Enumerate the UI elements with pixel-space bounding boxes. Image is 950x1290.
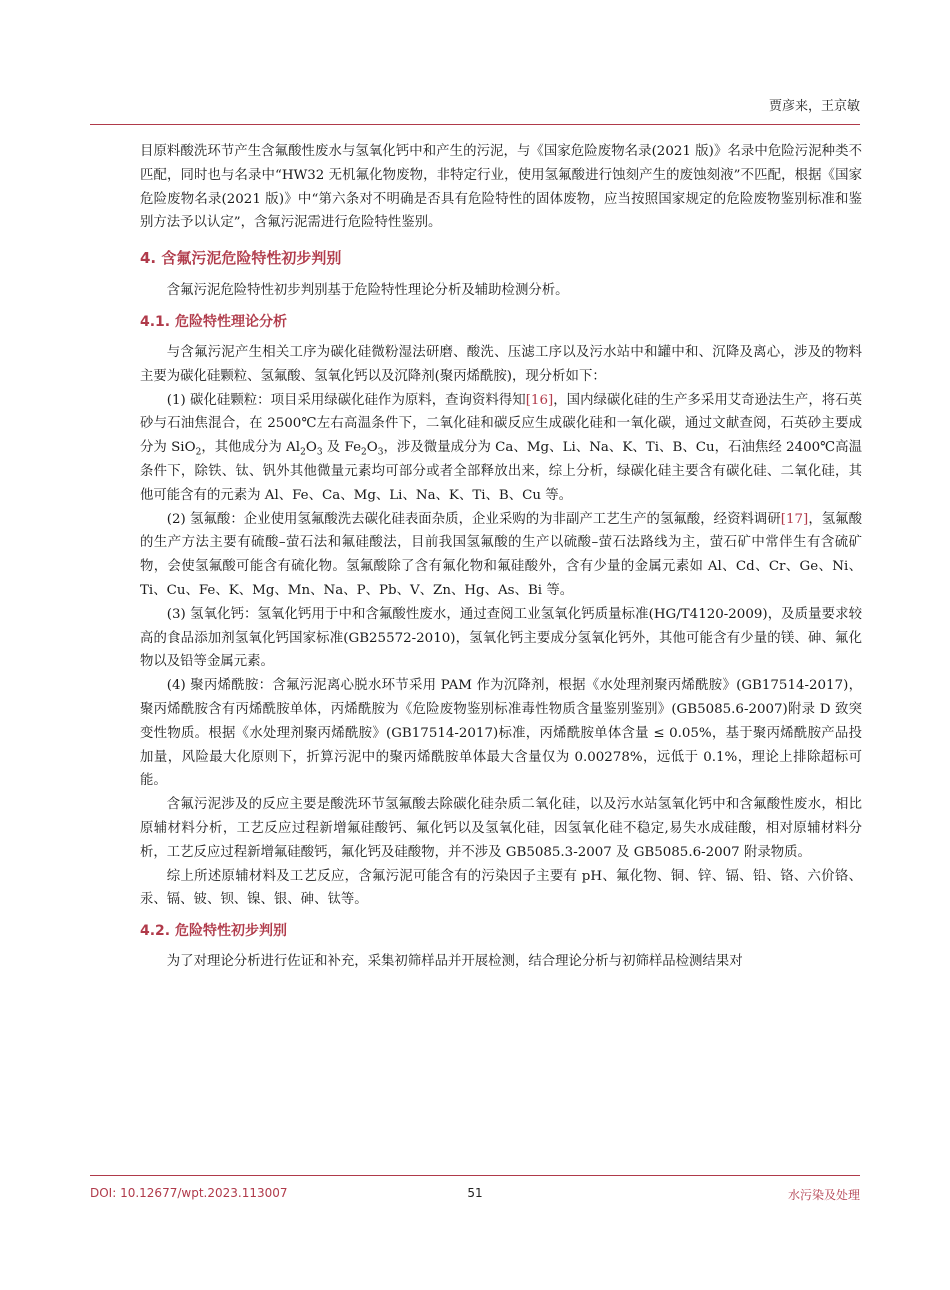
subsection-heading-4-1: 4.1. 危险特性理论分析 — [140, 313, 287, 330]
running-header-authors: 贾彦来，王京敏 — [768, 99, 860, 114]
article-body — [140, 140, 862, 974]
paragraph: 与含氟污泥产生相关工序为碳化硅微粉湿法研磨、酸洗、压滤工序以及污水站中和罐中和、沉降及离心，涉及的物料主要为碳化硅颗粒、氢氟酸、氢氧化钙以及沉降剂(聚丙烯酰胺)，现分析如下： — [140, 344, 862, 384]
section-heading-4: 4. 含氟污泥危险特性初步判别 — [140, 249, 342, 268]
citation-link[interactable]: [16] — [525, 392, 554, 408]
paragraph-silicon-carbide: (1) 碳化硅颗粒：项目采用绿碳化硅作为原料，查询资料得知[16]，国内绿碳化硅的生产多采用艾奇逊法生产，将石英砂与石油焦混合，在 2500℃左右高温条件下，二氧化硅和碳反应生成碳化硅和一氧化碳，通过文献查阅，石英砂主要成分为 SiO$_2$，其他成分为 $Al_2O_3$ 及 $Fe_2O_3$，涉及微量成分为 Ca、Mg、Li、Na、K、Ti、B、Cu，石油焦经 2400℃高温条件下，除铁、钛、钒外其他微量元素均可部分或者全部释放出来，综上分析，绿碳化硅主要含有碳化硅、二氧化硅，其他可能含有的元素为 Al、Fe、Ca、Mg、Li、Na、K、Ti、B、Cu 等。 — [140, 392, 862, 503]
footer-doi[interactable]: DOI: 10.12677/wpt.2023.113007 — [90, 1186, 288, 1200]
page-number: 51 — [467, 1186, 483, 1200]
citation-link[interactable]: [17] — [780, 511, 809, 527]
subsection-heading-4-2: 4.2. 危险特性初步判别 — [140, 923, 287, 940]
paragraph: 含氟污泥涉及的反应主要是酸洗环节氢氟酸去除碳化硅杂质二氧化硅，以及污水站氢氧化钙中和含氟酸性废水，相比原辅材料分析，工艺反应过程新增氟硅酸钙、氟化钙以及氢氧化硅，因氢氧化硅不稳定,易失水成硅酸，相对原辅材料分析，工艺反应过程新增氟硅酸钙，氟化钙及硅酸物，并不涉及 GB5085.3-2007 及 GB5085.6-2007 附录物质。 — [140, 797, 862, 860]
paragraph-polyacrylamide: (4) 聚丙烯酰胺：含氟污泥离心脱水环节采用 PAM 作为沉降剂，根据《水处理剂聚丙烯酰胺》(GB17514-2017)，聚丙烯酰胺含有丙烯酰胺单体，丙烯酰胺为《危险废物鉴别标准毒性物质含量鉴别鉴别》(GB5085.6-2007)附录 D 致突变性物质。根据《水处理剂聚丙烯酰胺》(GB17514-2017)标准，丙烯酰胺单体含量 ≤ 0.05%，基于聚丙烯酰胺产品投加量，风险最大化原则下，折算污泥中的聚丙烯酰胺单体最大含量仅为 0.00278%，远低于 0.1%，理论上排除超标可能。 — [140, 678, 862, 789]
paragraph: 含氟污泥危险特性初步判别基于危险特性理论分析及辅助检测分析。 — [166, 283, 569, 299]
footer-rule — [90, 1175, 860, 1176]
paragraph: 目原料酸洗环节产生含氟酸性废水与氢氧化钙中和产生的污泥，与《国家危险废物名录(2021 版)》名录中危险污泥种类不匹配，同时也与名录中“HW32 无机氟化物废物，非特定行业，使用氢氟酸进行蚀刻产生的废蚀刻液”不匹配，根据《国家危险废物名录(2021 版)》中“第六条对不明确是否具有危险特性的固体废物，应当按照国家规定的危险废物鉴别标准和鉴别方法予以认定”，含氟污泥需进行危险特性鉴别。 — [140, 144, 862, 231]
paragraph-hydrofluoric-acid: (2) 氢氟酸：企业使用氢氟酸洗去碳化硅表面杂质，企业采购的为非副产工艺生产的氢氟酸，经资料调研[17]，氢氟酸的生产方法主要有硫酸–萤石法和氟硅酸法，目前我国氢氟酸的生产以硫酸–萤石法路线为主，萤石矿中常伴生有含硫矿物，会使氢氟酸可能含有硫化物。氢氟酸除了含有氟化物和氟硅酸外，含有少量的金属元素如 Al、Cd、Cr、Ge、Ni、Ti、Cu、Fe、K、Mg、Mn、Na、P、Pb、V、Zn、Hg、As、Bi 等。 — [140, 511, 862, 598]
paragraph-calcium-hydroxide: (3) 氢氧化钙：氢氧化钙用于中和含氟酸性废水，通过查阅工业氢氧化钙质量标准(HG/T4120-2009)，及质量要求较高的食品添加剂氢氧化钙国家标准(GB25572-2010)，氢氧化钙主要成分氢氧化钙外，其他可能含有少量的镁、砷、氟化物以及铅等金属元素。 — [140, 606, 862, 670]
paragraph: 综上所述原辅材料及工艺反应，含氟污泥可能含有的污染因子主要有 pH、氟化物、铜、锌、镉、铅、铬、六价铬、汞、镉、铍、钡、镍、银、砷、钛等。 — [140, 868, 862, 908]
journal-name: 水污染及处理 — [787, 1188, 860, 1202]
header-rule — [90, 124, 860, 125]
paragraph: 为了对理论分析进行佐证和补充，采集初筛样品并开展检测，结合理论分析与初筛样品检测结果对 — [166, 954, 743, 970]
